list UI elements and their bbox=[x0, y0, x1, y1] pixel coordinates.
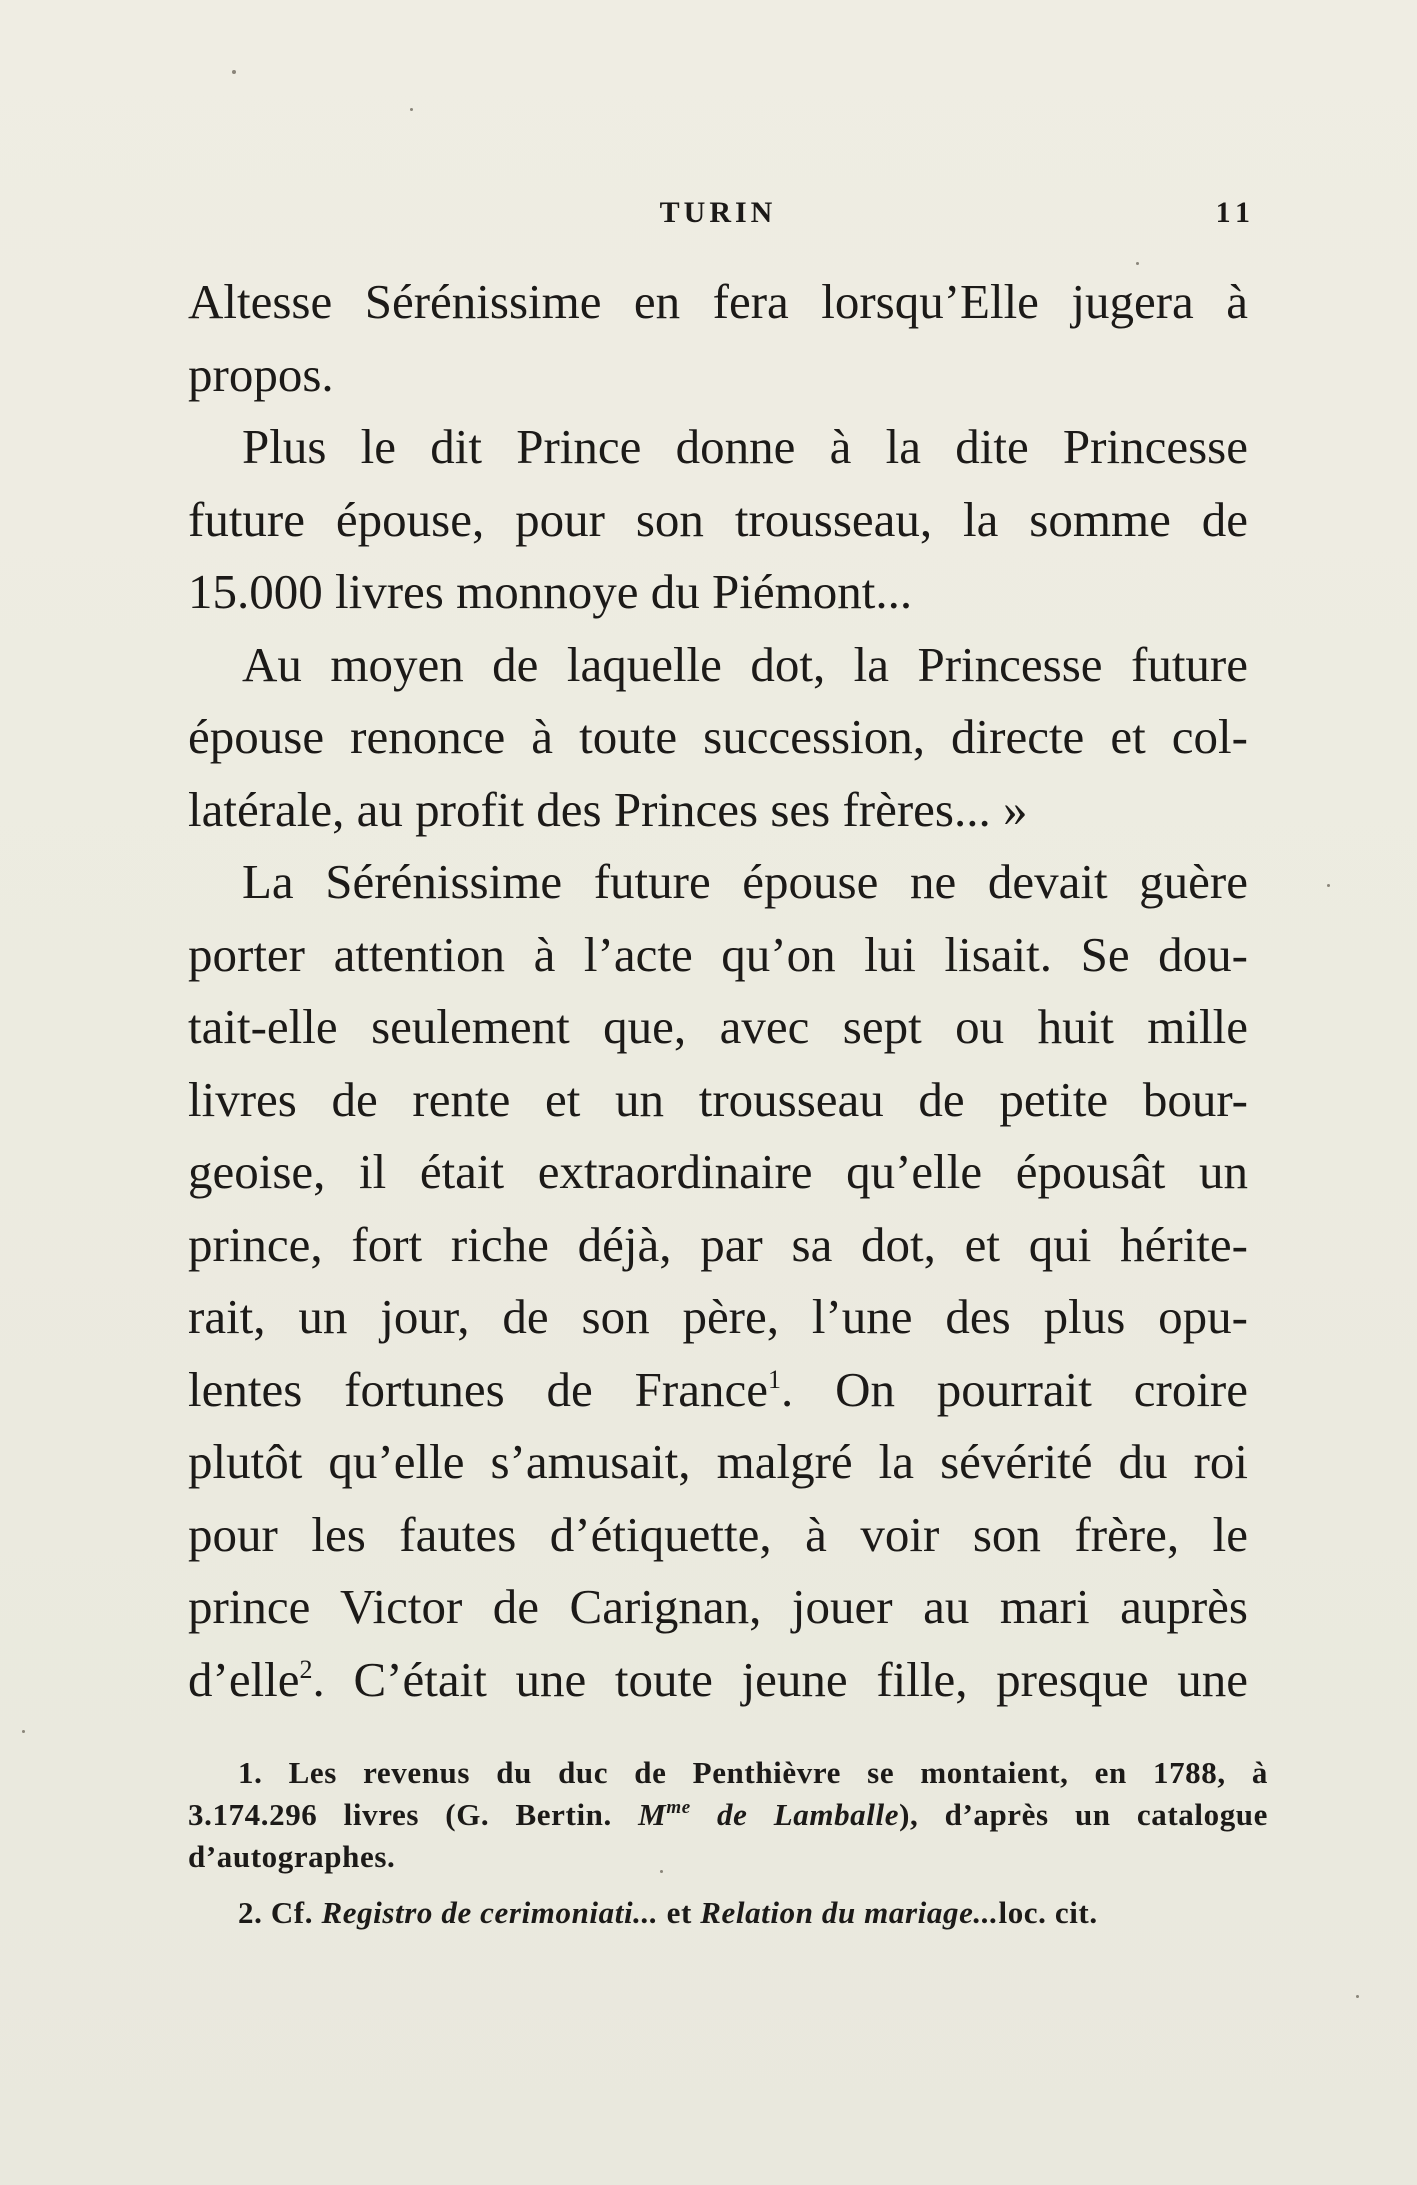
footnote-number: 2. bbox=[238, 1895, 263, 1930]
text-line bbox=[188, 1644, 1248, 1717]
text-line: prince Victor de Carignan, jouer au mari auprès bbox=[188, 1579, 1248, 1634]
text-line: La Sérénissime future épouse ne devait guère bbox=[242, 854, 1248, 909]
footnote-title bbox=[638, 1797, 899, 1832]
paper-speck bbox=[660, 1870, 663, 1873]
text-line: Au moyen de laquelle dot, la Princesse future bbox=[242, 636, 1248, 692]
paper-speck bbox=[1356, 1995, 1359, 1998]
paper-speck bbox=[1136, 262, 1139, 265]
text-segment: d’elle bbox=[188, 1651, 300, 1707]
footnote-text: 3.174.296 livres (G. Bertin. bbox=[188, 1797, 612, 1832]
paper-speck bbox=[22, 1730, 25, 1733]
text-line: 15.000 livres monnoye du Piémont... bbox=[188, 564, 913, 619]
text-line: épouse renonce à toute succession, directe et col- bbox=[188, 709, 1248, 764]
title-segment: M bbox=[638, 1797, 667, 1832]
paper-speck bbox=[232, 70, 236, 74]
footnote-text: Cf. bbox=[270, 1895, 314, 1930]
footnote-2 bbox=[188, 1892, 1268, 1934]
footnote-title: Registro de cerimoniati... bbox=[321, 1895, 659, 1930]
text-line: propos. bbox=[188, 346, 334, 402]
footnote-line: d’autographes. bbox=[188, 1839, 396, 1874]
page-number: 11 bbox=[1215, 196, 1256, 229]
text-line: livres de rente et un trousseau de petite bour- bbox=[188, 1071, 1248, 1127]
footnote-ref: 1 bbox=[767, 1364, 781, 1394]
footnotes bbox=[188, 1752, 1268, 1934]
paper-speck bbox=[410, 108, 413, 111]
text-segment: . On pourrait croire bbox=[780, 1361, 1248, 1417]
running-title: TURIN bbox=[659, 196, 777, 229]
text-line: Altesse Sérénissime en fera lorsqu’Elle jugera à bbox=[188, 274, 1248, 329]
text-segment: . C’était une toute jeune fille, presque une bbox=[312, 1651, 1248, 1707]
text-line: tait-elle seulement que, avec sept ou huit mille bbox=[188, 999, 1248, 1054]
footnote-title: Relation du mariage... bbox=[700, 1895, 999, 1930]
title-segment: de Lamballe bbox=[690, 1797, 900, 1832]
title-superscript: me bbox=[666, 1797, 691, 1818]
text-line: porter attention à l’acte qu’on lui lisait. Se dou- bbox=[188, 926, 1248, 982]
footnote-text: Les revenus du duc de Penthièvre se montaient, en 1788, à bbox=[288, 1755, 1268, 1790]
body-text bbox=[188, 266, 1248, 1716]
footnote-text: loc. cit. bbox=[998, 1895, 1098, 1930]
footnote-text: et bbox=[658, 1895, 701, 1930]
text-line: pour les fautes d’étiquette, à voir son frère, le bbox=[188, 1506, 1248, 1562]
running-head bbox=[188, 196, 1256, 236]
text-line: rait, un jour, de son père, l’une des plus opu- bbox=[188, 1289, 1248, 1344]
footnote-ref: 2 bbox=[299, 1654, 313, 1684]
footnote-text: ), d’après un catalogue bbox=[899, 1797, 1268, 1832]
text-line: latérale, au profit des Princes ses frères... » bbox=[188, 781, 1028, 837]
footnote-number: 1. bbox=[238, 1755, 263, 1790]
text-line: prince, fort riche déjà, par sa dot, et qui hérite- bbox=[188, 1216, 1248, 1272]
text-line: Plus le dit Prince donne à la dite Princesse bbox=[242, 419, 1248, 474]
footnote-line bbox=[188, 1794, 1268, 1836]
text-line bbox=[188, 1354, 1248, 1427]
paper-speck bbox=[1327, 884, 1330, 887]
footnote-1 bbox=[188, 1752, 1268, 1794]
text-segment: lentes fortunes de France bbox=[188, 1361, 768, 1417]
text-line: geoise, il était extraordinaire qu’elle épousât un bbox=[188, 1144, 1248, 1199]
text-line: plutôt qu’elle s’amusait, malgré la sévérité du roi bbox=[188, 1434, 1248, 1489]
text-line: future épouse, pour son trousseau, la somme de bbox=[188, 491, 1248, 547]
